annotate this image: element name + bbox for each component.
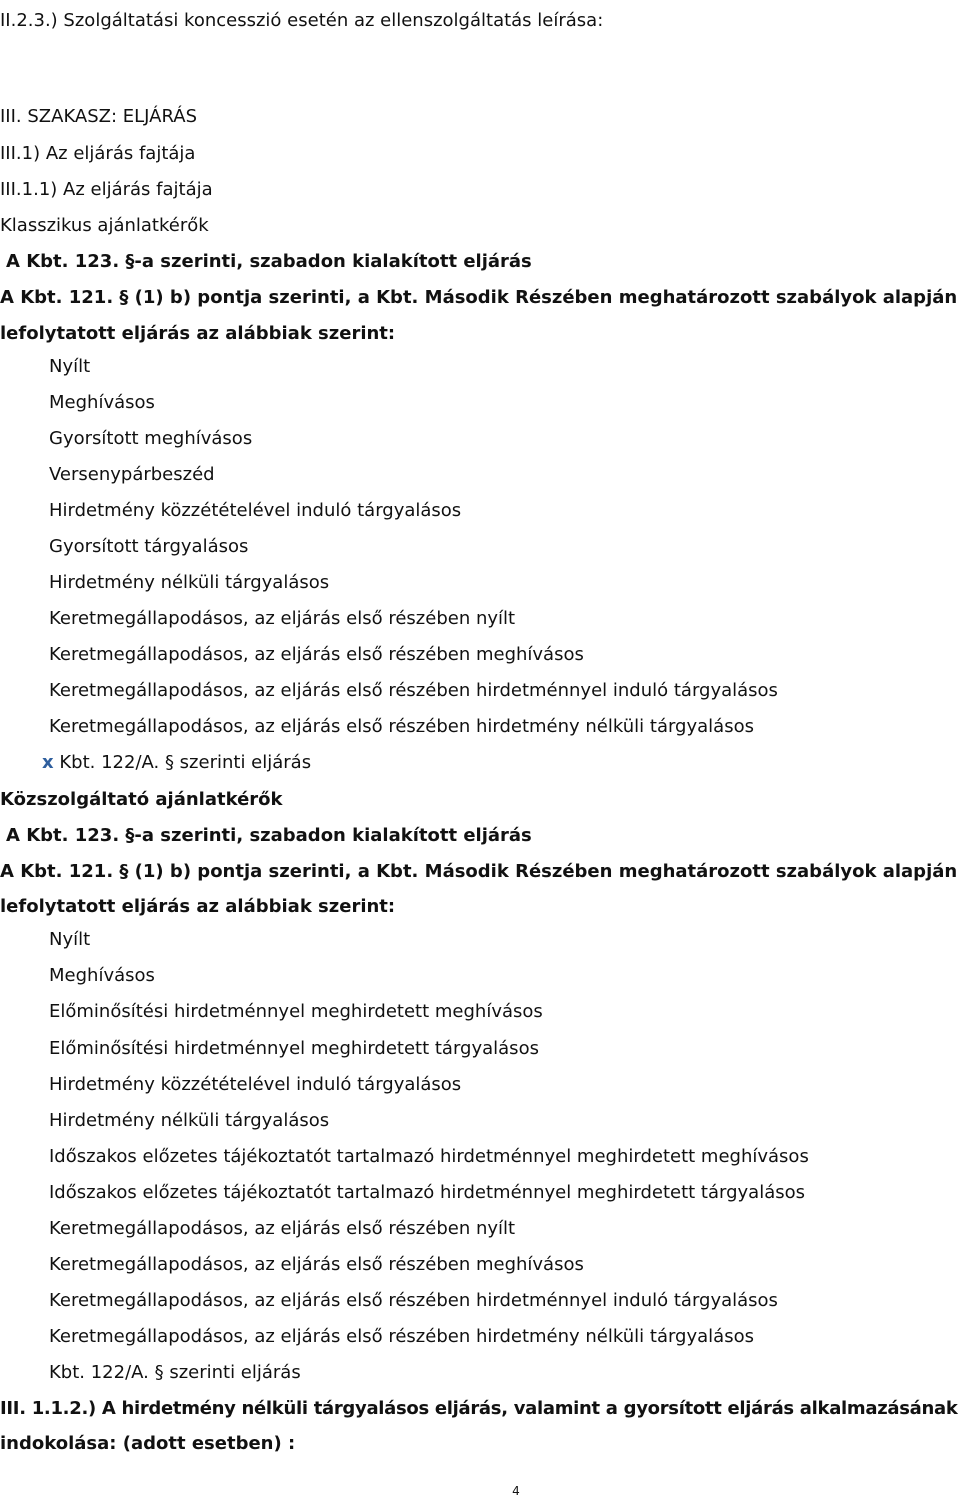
list-item: Keretmegállapodásos, az eljárás első részében hirdetménnyel induló tárgyalásos xyxy=(49,1290,778,1311)
section-iii-1-1-2-line1: III. 1.1.2.) A hirdetmény nélküli tárgyalásos eljárás, valamint a gyorsított eljárás alkalmazásának xyxy=(0,1398,958,1419)
utility-kbt121-line2: lefolytatott eljárás az alábbiak szerint: xyxy=(0,896,396,917)
selection-mark: x xyxy=(42,752,54,773)
section-iii-heading: III. SZAKASZ: ELJÁRÁS xyxy=(0,106,198,127)
list-item: Nyílt xyxy=(49,356,91,377)
selected-option-row xyxy=(42,751,311,775)
list-item: Nyílt xyxy=(49,929,91,950)
classic-heading: Klasszikus ajánlatkérők xyxy=(0,215,209,236)
list-item: Hirdetmény közzétételével induló tárgyalásos xyxy=(49,500,462,521)
list-item: Időszakos előzetes tájékoztatót tartalmazó hirdetménnyel meghirdetett tárgyalásos xyxy=(49,1182,806,1203)
list-item: Időszakos előzetes tájékoztatót tartalmazó hirdetménnyel meghirdetett meghívásos xyxy=(49,1146,809,1167)
classic-kbt121-line2: lefolytatott eljárás az alábbiak szerint: xyxy=(0,323,396,344)
list-item: Előminősítési hirdetménnyel meghirdetett tárgyalásos xyxy=(49,1038,539,1059)
section-ii-2-3-heading: II.2.3.) Szolgáltatási koncesszió esetén az ellenszolgáltatás leírása: xyxy=(0,10,604,31)
section-iii-1-1-2-line2: indokolása: (adott esetben) : xyxy=(0,1433,296,1454)
list-item: Keretmegállapodásos, az eljárás első részében meghívásos xyxy=(49,1254,584,1275)
list-item: Gyorsított meghívásos xyxy=(49,428,253,449)
list-item: Keretmegállapodásos, az eljárás első részében nyílt xyxy=(49,608,516,629)
section-iii-1-heading: III.1) Az eljárás fajtája xyxy=(0,143,196,164)
list-item: Keretmegállapodásos, az eljárás első részében hirdetmény nélküli tárgyalásos xyxy=(49,716,754,737)
list-item: Meghívásos xyxy=(49,965,155,986)
list-item: Versenypárbeszéd xyxy=(49,464,215,485)
utility-heading: Közszolgáltató ajánlatkérők xyxy=(0,789,283,810)
list-item: Kbt. 122/A. § szerinti eljárás xyxy=(49,1362,301,1383)
list-item: Hirdetmény nélküli tárgyalásos xyxy=(49,572,330,593)
page-number: 4 xyxy=(512,1484,520,1498)
section-iii-1-1-heading: III.1.1) Az eljárás fajtája xyxy=(0,179,213,200)
list-item: Meghívásos xyxy=(49,392,155,413)
list-item: Keretmegállapodásos, az eljárás első részében hirdetménnyel induló tárgyalásos xyxy=(49,680,778,701)
utility-kbt121-line1: A Kbt. 121. § (1) b) pontja szerinti, a Kbt. Második Részében meghatározott szabályok alapján xyxy=(0,861,958,882)
list-item: Keretmegállapodásos, az eljárás első részében hirdetmény nélküli tárgyalásos xyxy=(49,1326,754,1347)
list-item: Előminősítési hirdetménnyel meghirdetett meghívásos xyxy=(49,1001,543,1022)
list-item: Kbt. 122/A. § szerinti eljárás xyxy=(59,752,312,773)
list-item: Hirdetmény nélküli tárgyalásos xyxy=(49,1110,330,1131)
list-item: Gyorsított tárgyalásos xyxy=(49,536,249,557)
list-item: Hirdetmény közzétételével induló tárgyalásos xyxy=(49,1074,462,1095)
classic-kbt123: A Kbt. 123. §-a szerinti, szabadon kialakított eljárás xyxy=(6,251,532,272)
utility-kbt123: A Kbt. 123. §-a szerinti, szabadon kialakított eljárás xyxy=(6,825,532,846)
list-item: Keretmegállapodásos, az eljárás első részében nyílt xyxy=(49,1218,516,1239)
classic-kbt121-line1: A Kbt. 121. § (1) b) pontja szerinti, a Kbt. Második Részében meghatározott szabályok alapján xyxy=(0,287,958,308)
list-item: Keretmegállapodásos, az eljárás első részében meghívásos xyxy=(49,644,584,665)
